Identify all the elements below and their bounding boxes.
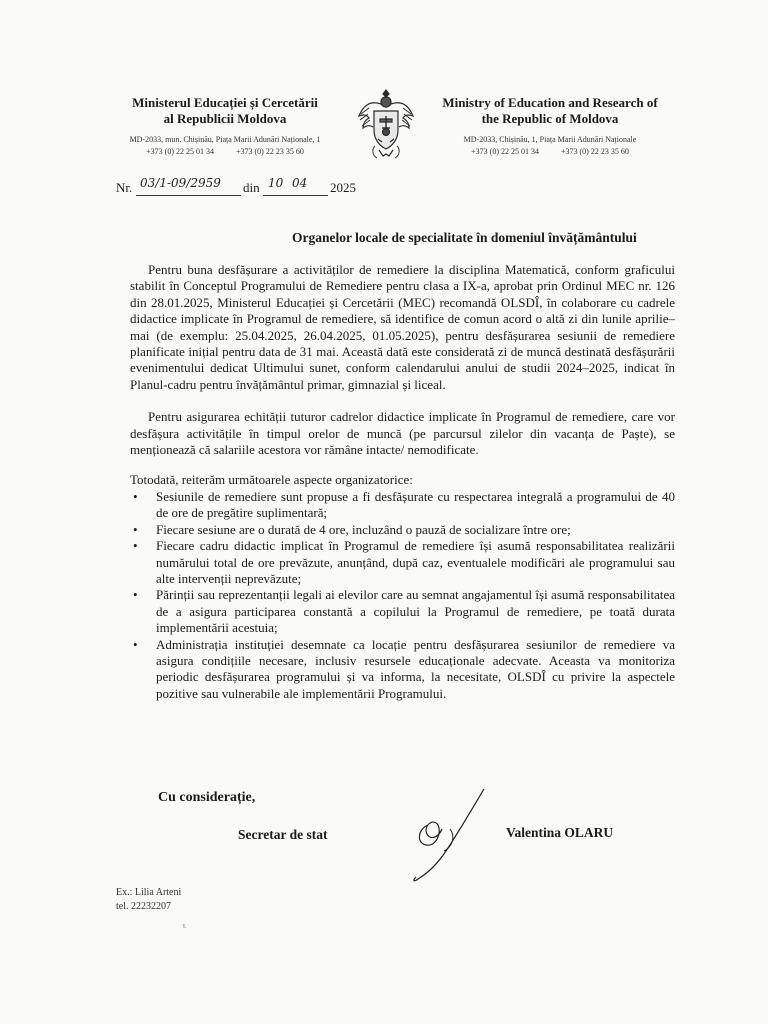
ministry-header-ro <box>100 95 350 158</box>
letter-body <box>130 262 675 702</box>
executor-phone: tel. 22232207 <box>116 901 171 912</box>
ministry-name-en-line1: Ministry of Education and Research of <box>442 95 658 110</box>
bullet-icon: • <box>133 488 138 504</box>
ministry-name-ro-line1: Ministerul Educației și Cercetării <box>132 95 318 110</box>
list-item: • Fiecare cadru didactic implicat în Programul de remediere își asumă responsabilitatea realizării numărului total de ore prevăzute, anunțând, după caz, eventualele modificări ale programului sau alte intervenții neprevăzute; <box>133 538 675 586</box>
ministry-address-en: MD-2033, Chișinău, 1, Piața Marii Adunări Naționale <box>463 135 637 144</box>
registration-line <box>116 178 376 200</box>
organizational-aspects-list <box>130 489 675 702</box>
bullet-icon: • <box>133 636 138 652</box>
nr-label: Nr. <box>116 180 133 195</box>
phone-1-ro: +373 (0) 22 25 01 34 <box>146 147 214 156</box>
phone-1-en: +373 (0) 22 25 01 34 <box>471 147 539 156</box>
date-underline <box>263 195 328 196</box>
ministry-name-en-line2: the Republic of Moldova <box>481 111 619 126</box>
ministry-phones-en <box>425 146 675 158</box>
executor-name: Ex.: Lilia Arteni <box>116 887 182 898</box>
bullet-icon: • <box>133 538 138 554</box>
list-item: • Administrația instituției desemnate ca locație pentru desfășurarea sesiunilor de remediere va asigura condițiile necesare, inclusiv resursele educaționale adecvate. Aceasta va monitoriza periodic desfășurarea programului și va informa, la necesitate, OLSDÎ cu privire la aspectele pozitive sau vulnerabile ale implementării Programului. <box>133 636 675 701</box>
date-day: 10 <box>268 176 284 190</box>
signatory-name: Valentina OLARU <box>506 825 614 840</box>
bullet-icon: • <box>133 521 138 537</box>
din-label: din <box>243 180 260 195</box>
paragraph-1: Pentru buna desfășurare a activităților de remediere la disciplina Matematică, conform graficului stabilit în Conceptul Programului de Remediere pentru clasa a IX-a, aprobat prin Ordinul MEC nr. 126 din 28.01.2025, Ministerul Educației și Cercetării (MEC) recomandă OLSDÎ, în colaborare cu cadrele didactice implicate în Programul de remediere, să identifice de comun acord o altă zi din lunile aprilie–mai (de exemplu: 25.04.2025, 26.04.2025, 01.05.2025), pentru desfășurarea sesiunii de remediere planificate inițial pentru data de 31 mai. Această dată este considerată zi de muncă destinată desfășurării evenimentului dedicat Ultimului sunet, conform calendarului anului de studii 2024–2025, indicat în Planul-cadru pentru învățământul primar, gimnazial și liceal. <box>130 262 675 392</box>
addressee: Organelor locale de specialitate în domeniul învățământului <box>292 230 637 245</box>
nr-handwritten-value: 03/1-09/2959 <box>140 176 221 190</box>
phone-2-ro: +373 (0) 22 23 35 60 <box>236 147 304 156</box>
handwritten-signature <box>398 785 503 890</box>
signatory-role: Secretar de stat <box>238 827 328 842</box>
list-item: • Sesiunile de remediere sunt propuse a fi desfășurate cu respectarea integrală a programului de 40 de ore de pregătire suplimentară; <box>133 488 675 521</box>
paragraph-2: Pentru asigurarea echității tuturor cadrelor didactice implicate în Programul de remediere, care vor desfășura activitățile în timpul orelor de muncă (pe parcursul zilelor din vacanța de Paște), se menționează că salariile acestora vor rămâne intacte/ nemodificate. <box>130 409 675 458</box>
paragraph-3: Totodată, reiterăm următoarele aspecte organizatorice: <box>130 472 413 488</box>
bullet-icon: • <box>133 587 138 603</box>
date-year: 2025 <box>330 180 356 195</box>
small-mark-icon: ᴸ <box>183 922 187 932</box>
ministry-address-ro: MD-2033, mun. Chișinău, Piața Marii Adunări Naționale, 1 <box>129 135 321 144</box>
phone-2-en: +373 (0) 22 23 35 60 <box>561 147 629 156</box>
nr-underline <box>136 195 241 196</box>
ministry-header-en <box>425 95 675 158</box>
list-item: • Fiecare sesiune are o durată de 4 ore, incluzând o pauză de socializare între ore; <box>133 521 571 537</box>
ministry-phones-ro <box>100 146 350 158</box>
closing-formula: Cu considerație, <box>158 790 256 805</box>
moldova-coat-of-arms-icon <box>355 84 417 164</box>
date-month: 04 <box>292 176 308 190</box>
list-item: • Părinții sau reprezentanții legali ai elevilor care au semnat angajamentul își asumă responsabilitatea de a asigura participarea constantă a copilului la Programul de remediere, pe toată durata implementării acestuia; <box>133 587 675 636</box>
executor-info <box>116 886 181 914</box>
ministry-name-ro-line2: al Republicii Moldova <box>163 111 287 126</box>
